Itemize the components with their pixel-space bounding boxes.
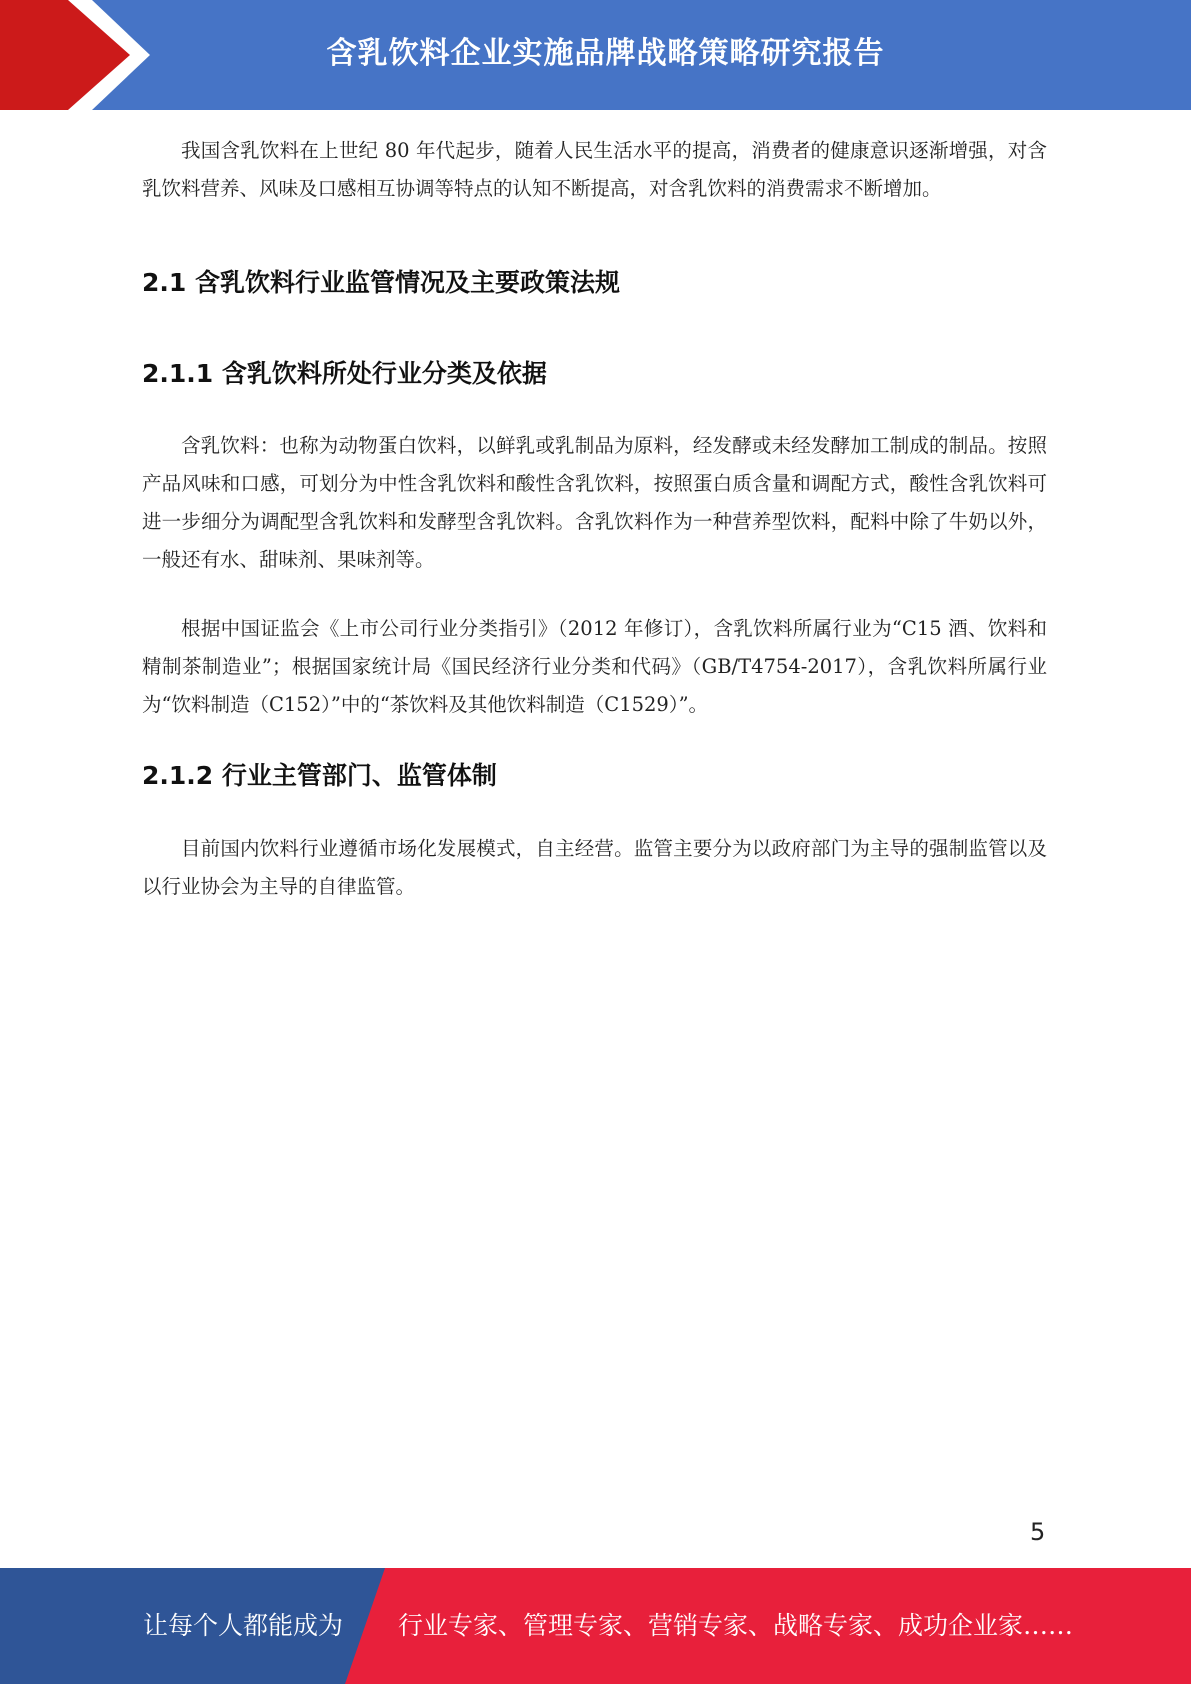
page-number: 5 <box>1030 1518 1046 1546</box>
intro-paragraph: 我国含乳饮料在上世纪 80 年代起步，随着人民生活水平的提高，消费者的健康意识逐渐增强，对含乳饮料营养、风味及口感相互协调等特点的认知不断提高，对含乳饮料的消费需求不断增加。 <box>142 139 1047 200</box>
section-heading-2-1: 2.1 含乳饮料行业监管情况及主要政策法规 <box>142 268 620 297</box>
paragraph-2-1-2-a: 目前国内饮料行业遵循市场化发展模式，自主经营。监管主要分为以政府部门为主导的强制监管以及以行业协会为主导的自律监管。 <box>142 837 1047 898</box>
paragraph-2-1-1-b: 根据中国证监会《上市公司行业分类指引》（2012 年修订），含乳饮料所属行业为“C15 酒、饮料和精制茶制造业”；根据国家统计局《国民经济行业分类和代码》（GB/T4754-2017），含乳饮料所属行业为“饮料制造（C152）”中的“茶饮料及其他饮料制造（C1529）”。 <box>142 617 1047 716</box>
page-footer <box>0 1568 1191 1684</box>
footer-slogan-left: 让每个人都能成为 <box>143 1611 344 1640</box>
page-header <box>0 0 1191 110</box>
footer-slogan-right: 行业专家、管理专家、营销专家、战略专家、成功企业家…… <box>398 1611 1074 1640</box>
section-heading-2-1-2: 2.1.2 行业主管部门、监管体制 <box>142 761 497 790</box>
section-heading-2-1-1: 2.1.1 含乳饮料所处行业分类及依据 <box>142 359 547 388</box>
page-content <box>142 132 1047 906</box>
paragraph-2-1-1-a: 含乳饮料：也称为动物蛋白饮料，以鲜乳或乳制品为原料，经发酵或未经发酵加工制成的制品。按照产品风味和口感，可划分为中性含乳饮料和酸性含乳饮料，按照蛋白质含量和调配方式，酸性含乳饮料可进一步细分为调配型含乳饮料和发酵型含乳饮料。含乳饮料作为一种营养型饮料，配料中除了牛奶以外，一般还有水、甜味剂、果味剂等。 <box>142 434 1047 571</box>
document-title: 含乳饮料企业实施品牌战略策略研究报告 <box>326 36 885 71</box>
